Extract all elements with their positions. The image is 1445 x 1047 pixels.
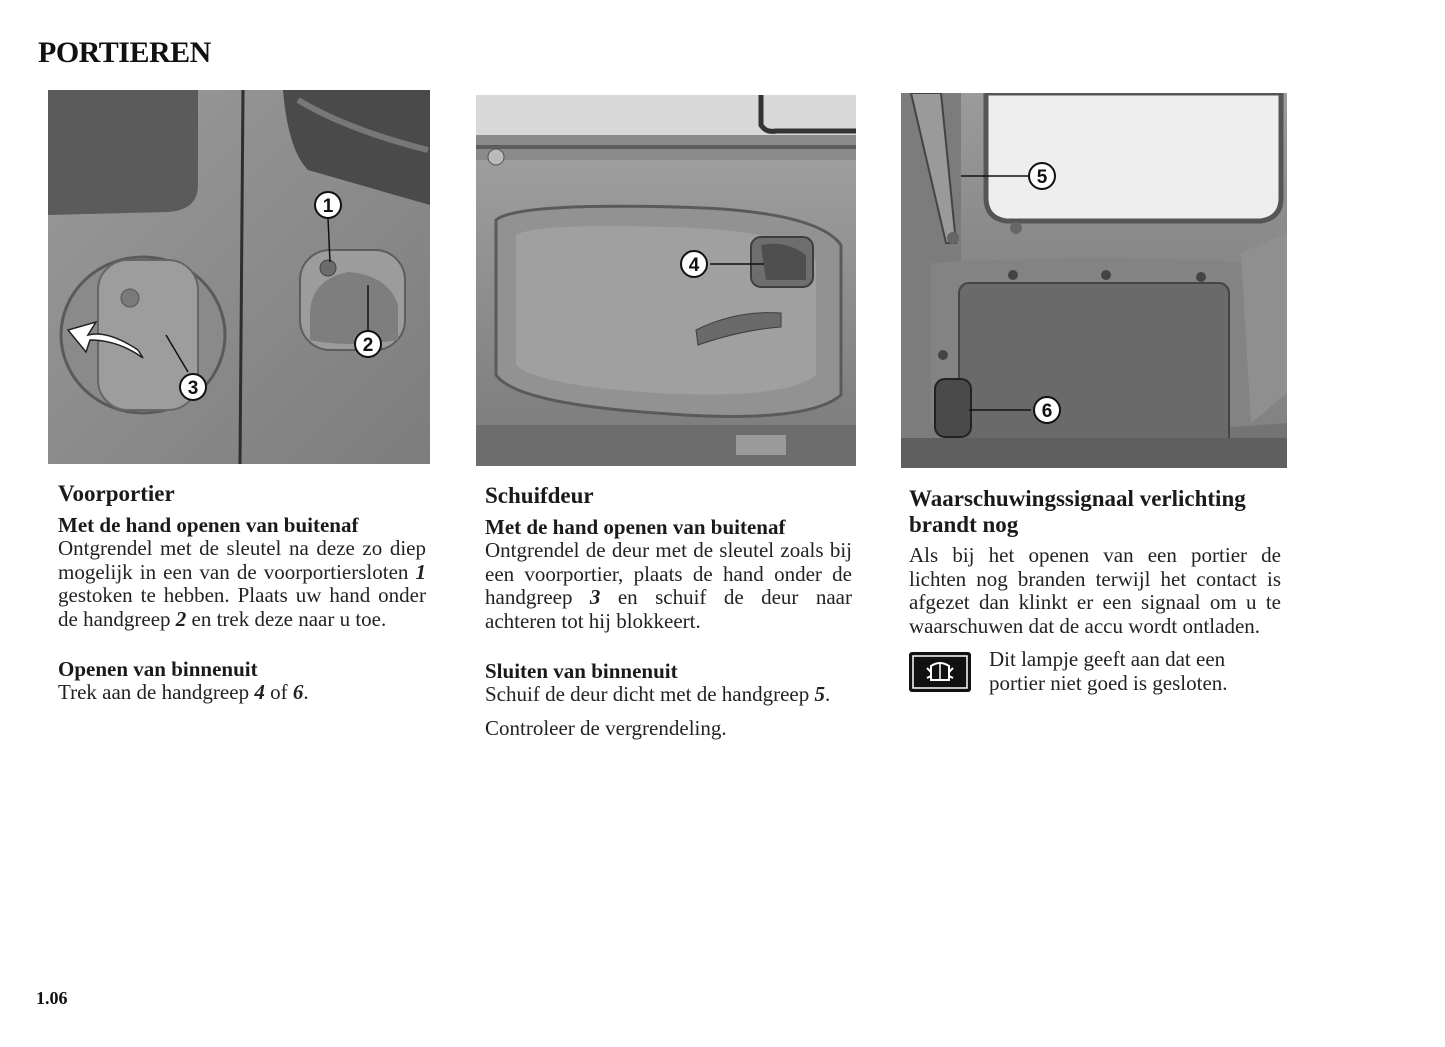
sliding-door-section	[485, 483, 852, 740]
callout-1	[315, 192, 341, 218]
section-heading: Voorportier	[58, 481, 175, 506]
svg-text:4: 4	[688, 255, 700, 276]
paragraph: Ontgrendel met de sleutel na deze zo diep mogelijk in een van de voorportiersloten 1 gestoken te hebben. Plaats uw hand onder de handgreep 2 en trek deze naar u toe.	[58, 536, 426, 631]
paragraph: Ontgrendel de deur met de sleutel zoals bij een voorportier, plaats de hand onder de handgreep 3 en schuif de deur naar achteren tot hij blokkeert.	[485, 538, 852, 633]
page-number: 1.06	[36, 988, 68, 1008]
section-heading: Waarschuwingssignaal verlichting brandt nog	[909, 486, 1246, 537]
svg-text:3: 3	[187, 378, 199, 399]
callout-2	[355, 331, 381, 357]
paragraph: Als bij het openen van een portier de lichten nog branden terwijl het contact is afgezet dan klinkt er een signaal om u te waarschuwen dat de accu wordt ontladen.	[909, 543, 1281, 638]
subheading: Met de hand openen van buitenaf	[58, 513, 359, 537]
door-open-warning-icon	[909, 652, 971, 692]
subheading: Openen van binnenuit	[58, 657, 258, 681]
section-heading: Schuifdeur	[485, 483, 594, 508]
rear-interior-photo	[901, 93, 1287, 468]
warning-note	[909, 648, 1281, 695]
front-door-section	[58, 481, 426, 705]
callout-5	[1029, 163, 1055, 189]
svg-text:1: 1	[322, 196, 334, 217]
svg-text:2: 2	[362, 335, 374, 356]
warning-section	[909, 486, 1281, 695]
callout-3	[180, 374, 206, 400]
svg-text:5: 5	[1036, 167, 1048, 188]
page-title: PORTIEREN	[38, 36, 211, 69]
callout-4	[681, 251, 707, 277]
sliding-door-photo	[476, 95, 856, 466]
paragraph: Trek aan de handgreep 4 of 6.	[58, 680, 309, 704]
front-door-photo	[48, 90, 430, 464]
subheading: Met de hand openen van buitenaf	[485, 515, 786, 539]
paragraph: Schuif de deur dicht met de handgreep 5.	[485, 682, 831, 706]
warning-text: Dit lampje geeft aan dat een portier niet goed is gesloten.	[989, 647, 1228, 695]
svg-text:6: 6	[1041, 401, 1053, 422]
callout-6	[1034, 397, 1060, 423]
subheading: Sluiten van binnenuit	[485, 659, 678, 683]
paragraph: Controleer de vergrendeling.	[485, 715, 727, 740]
